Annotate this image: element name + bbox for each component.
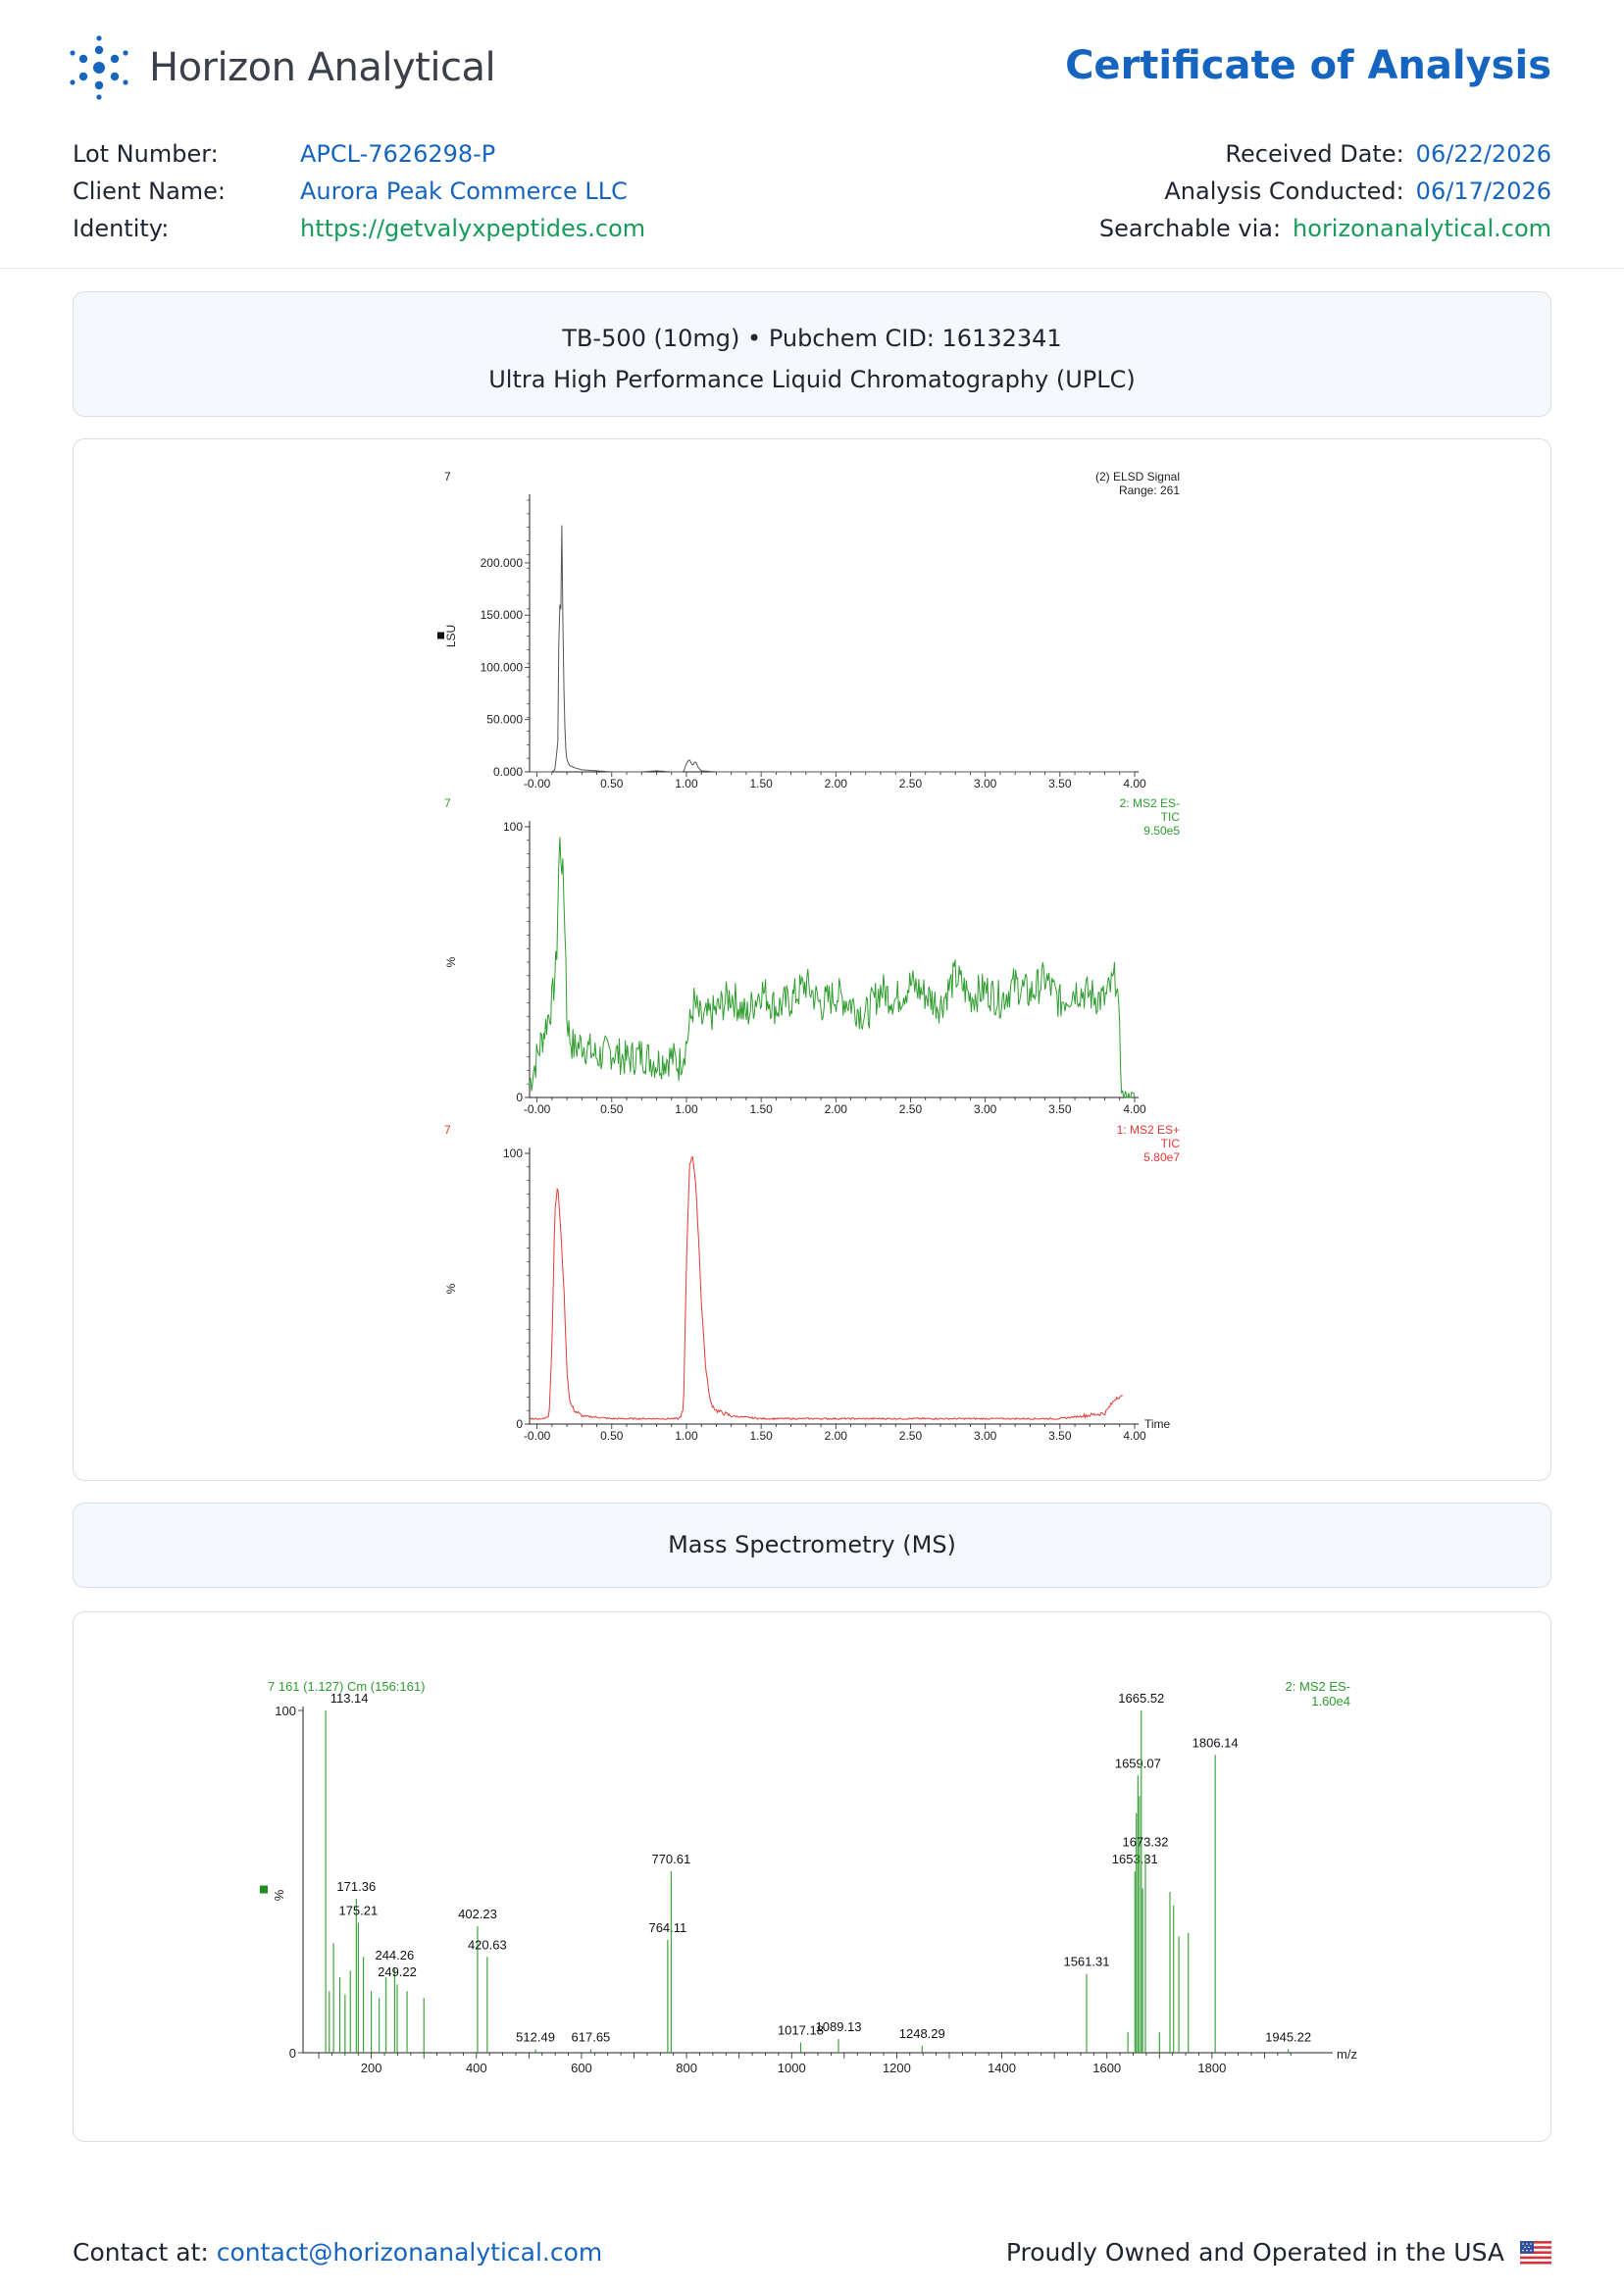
legend-line: 2: MS2 ES- <box>1285 1679 1350 1694</box>
legend-line: 1.60e4 <box>1311 1694 1350 1708</box>
x-tick-label: 2.50 <box>898 1429 923 1443</box>
peak-label: 770.61 <box>651 1852 691 1867</box>
received-date-value: 06/22/2026 <box>1415 140 1551 168</box>
analysis-date-value: 06/17/2026 <box>1415 178 1551 205</box>
y-tick-label: 100.000 <box>480 660 523 675</box>
mass-spectrum-panel <box>73 1611 1551 2142</box>
legend-line: 5.80e7 <box>1143 1150 1180 1164</box>
document-title: Certificate of Analysis <box>1065 43 1551 88</box>
peak-label: 512.49 <box>516 2029 555 2045</box>
x-tick-label: 1.00 <box>675 1429 698 1443</box>
x-tick-label: 2.50 <box>898 777 923 790</box>
x-tick-label: 1.50 <box>749 1102 773 1116</box>
peak-label: 1945.22 <box>1265 2029 1312 2045</box>
contact-email-link[interactable]: contact@horizonanalytical.com <box>216 2238 603 2267</box>
y-tick-label: 150.000 <box>480 608 523 623</box>
peak-label: 420.63 <box>467 1937 507 1953</box>
compound-line: TB-500 (10mg) • Pubchem CID: 16132341 <box>562 325 1062 352</box>
meta-row-identity <box>73 210 645 247</box>
x-tick-label: 1.00 <box>675 1102 698 1116</box>
meta-label: Received Date: <box>1225 140 1404 168</box>
legend-line: TIC <box>1160 1137 1180 1150</box>
meta-label: Client Name: <box>73 178 226 205</box>
peak-label: 1561.31 <box>1063 1954 1110 1969</box>
meta-label: Lot Number: <box>73 140 219 168</box>
y-tick-label: 0 <box>288 2046 296 2061</box>
x-tick-label: 200 <box>360 2061 382 2075</box>
panel-id-label: 7 <box>444 1123 451 1137</box>
trace-line <box>530 526 1135 772</box>
x-tick-label: 800 <box>676 2061 697 2075</box>
legend-line: (2) ELSD Signal <box>1094 470 1180 484</box>
meta-row-conducted <box>1099 173 1551 210</box>
x-tick-label: 0.50 <box>600 1102 624 1116</box>
x-tick-label: 4.00 <box>1123 1102 1146 1116</box>
peak-label: 1659.07 <box>1114 1756 1161 1771</box>
x-tick-label: 3.00 <box>973 777 997 790</box>
x-axis-label: Time <box>1144 1417 1171 1431</box>
x-tick-label: 3.00 <box>973 1102 997 1116</box>
x-tick-label: 3.00 <box>973 1429 997 1443</box>
marker-icon <box>437 633 444 639</box>
y-tick-label: 0 <box>516 1091 523 1104</box>
peak-label: 175.21 <box>338 1903 379 1918</box>
x-tick-label: 1800 <box>1197 2061 1227 2075</box>
client-name-value: Aurora Peak Commerce LLC <box>300 178 628 205</box>
trace-line <box>530 838 1135 1097</box>
ms-section-title: Mass Spectrometry (MS) <box>668 1531 956 1558</box>
made-in-text: Proudly Owned and Operated in the USA <box>1005 2238 1505 2267</box>
peak-label: 1017.18 <box>777 2022 824 2038</box>
meta-label: Identity: <box>73 215 170 242</box>
peak-label: 1653.31 <box>1111 1852 1158 1867</box>
y-axis-label: % <box>444 956 458 968</box>
brand-logo <box>69 35 496 104</box>
x-tick-label: 4.00 <box>1123 1429 1146 1443</box>
panel-id-label: 7 <box>444 470 451 484</box>
marker-icon <box>260 1886 268 1894</box>
spectrum-id-label: 7 161 (1.127) Cm (156:161) <box>268 1679 426 1694</box>
x-tick-label: 1200 <box>882 2061 911 2075</box>
analysis-details <box>1099 135 1551 247</box>
peak-label: 617.65 <box>571 2029 611 2045</box>
peak-label: 1248.29 <box>898 2026 945 2042</box>
header-divider <box>0 268 1624 269</box>
searchable-link[interactable]: horizonanalytical.com <box>1293 215 1551 242</box>
x-tick-label: -0.00 <box>523 777 551 790</box>
peak-label: 764.11 <box>648 1919 687 1935</box>
peak-label: 249.22 <box>378 1964 417 1980</box>
peak-label: 402.23 <box>458 1906 497 1921</box>
trace-panel-0 <box>437 470 1180 790</box>
brand-name: Horizon Analytical <box>149 45 496 90</box>
x-tick-label: 1400 <box>988 2061 1017 2075</box>
peak-label: 171.36 <box>336 1878 377 1894</box>
y-tick-label: 100 <box>502 820 523 834</box>
y-tick-label: 0 <box>516 1417 523 1431</box>
x-tick-label: 1000 <box>777 2061 806 2075</box>
molecule-dots-icon <box>69 35 129 100</box>
panel-id-label: 7 <box>444 796 451 810</box>
peak-label: 1665.52 <box>1118 1691 1165 1706</box>
ms-section-header <box>73 1503 1551 1588</box>
x-tick-label: 3.50 <box>1048 1429 1072 1443</box>
meta-row-searchable <box>1099 210 1551 247</box>
legend-line: 1: MS2 ES+ <box>1116 1123 1180 1137</box>
ms-plot <box>260 1679 1357 2075</box>
y-tick-label: 200.000 <box>480 555 523 570</box>
peak-label: 244.26 <box>375 1947 415 1963</box>
chromatogram-chart <box>74 439 1550 1480</box>
hplc-section-header <box>73 291 1551 417</box>
x-tick-label: 1.50 <box>749 777 773 790</box>
x-tick-label: 400 <box>465 2061 487 2075</box>
y-axis-label: % <box>272 1889 286 1902</box>
x-tick-label: 2.00 <box>824 777 847 790</box>
x-tick-label: 3.50 <box>1048 777 1072 790</box>
meta-row-received <box>1099 135 1551 173</box>
x-tick-label: 0.50 <box>600 777 624 790</box>
meta-label: Searchable via: <box>1098 215 1282 242</box>
x-tick-label: -0.00 <box>523 1102 551 1116</box>
legend-line: TIC <box>1160 810 1180 824</box>
y-axis-label: % <box>444 1283 458 1295</box>
legend-line: Range: 261 <box>1118 484 1180 497</box>
us-flag-icon <box>1520 2241 1551 2265</box>
peak-label: 113.14 <box>330 1691 369 1706</box>
x-tick-label: 2.00 <box>824 1429 847 1443</box>
x-tick-label: 2.50 <box>898 1102 923 1116</box>
peak-label: 1089.13 <box>815 2019 862 2035</box>
chromatogram-panel <box>73 438 1551 1481</box>
lot-number-value: APCL-7626298-P <box>300 140 496 168</box>
identity-link[interactable]: https://getvalyxpeptides.com <box>300 215 646 242</box>
contact-label: Contact at: <box>73 2238 209 2267</box>
trace-line <box>530 1157 1123 1420</box>
footer-origin <box>1006 2238 1551 2267</box>
legend-line: 2: MS2 ES- <box>1119 796 1180 810</box>
trace-panel-2 <box>444 1123 1180 1443</box>
mass-spectrum-chart <box>74 1612 1550 2141</box>
peak-label: 1806.14 <box>1192 1735 1239 1751</box>
x-tick-label: 2.00 <box>824 1102 847 1116</box>
y-tick-label: 100 <box>275 1704 296 1718</box>
x-tick-label: 600 <box>571 2061 592 2075</box>
x-tick-label: 3.50 <box>1048 1102 1072 1116</box>
x-tick-label: 1600 <box>1092 2061 1122 2075</box>
x-axis-label: m/z <box>1337 2047 1357 2062</box>
sample-details <box>73 135 645 247</box>
x-tick-label: -0.00 <box>523 1429 551 1443</box>
x-tick-label: 0.50 <box>600 1429 624 1443</box>
y-tick-label: 100 <box>502 1147 523 1160</box>
method-line: Ultra High Performance Liquid Chromatography (UPLC) <box>488 366 1136 393</box>
footer-contact <box>73 2238 602 2267</box>
trace-panel-1 <box>444 796 1180 1116</box>
x-tick-label: 1.50 <box>749 1429 773 1443</box>
legend-line: 9.50e5 <box>1143 824 1180 838</box>
y-tick-label: 0.000 <box>492 765 523 779</box>
meta-row-lot <box>73 135 645 173</box>
meta-row-client <box>73 173 645 210</box>
x-tick-label: 1.00 <box>675 777 698 790</box>
x-tick-label: 4.00 <box>1123 777 1146 790</box>
meta-label: Analysis Conducted: <box>1164 178 1404 205</box>
y-axis-label: LSU <box>444 624 458 648</box>
peak-label: 1673.32 <box>1122 1834 1169 1850</box>
y-tick-label: 50.000 <box>486 712 523 727</box>
